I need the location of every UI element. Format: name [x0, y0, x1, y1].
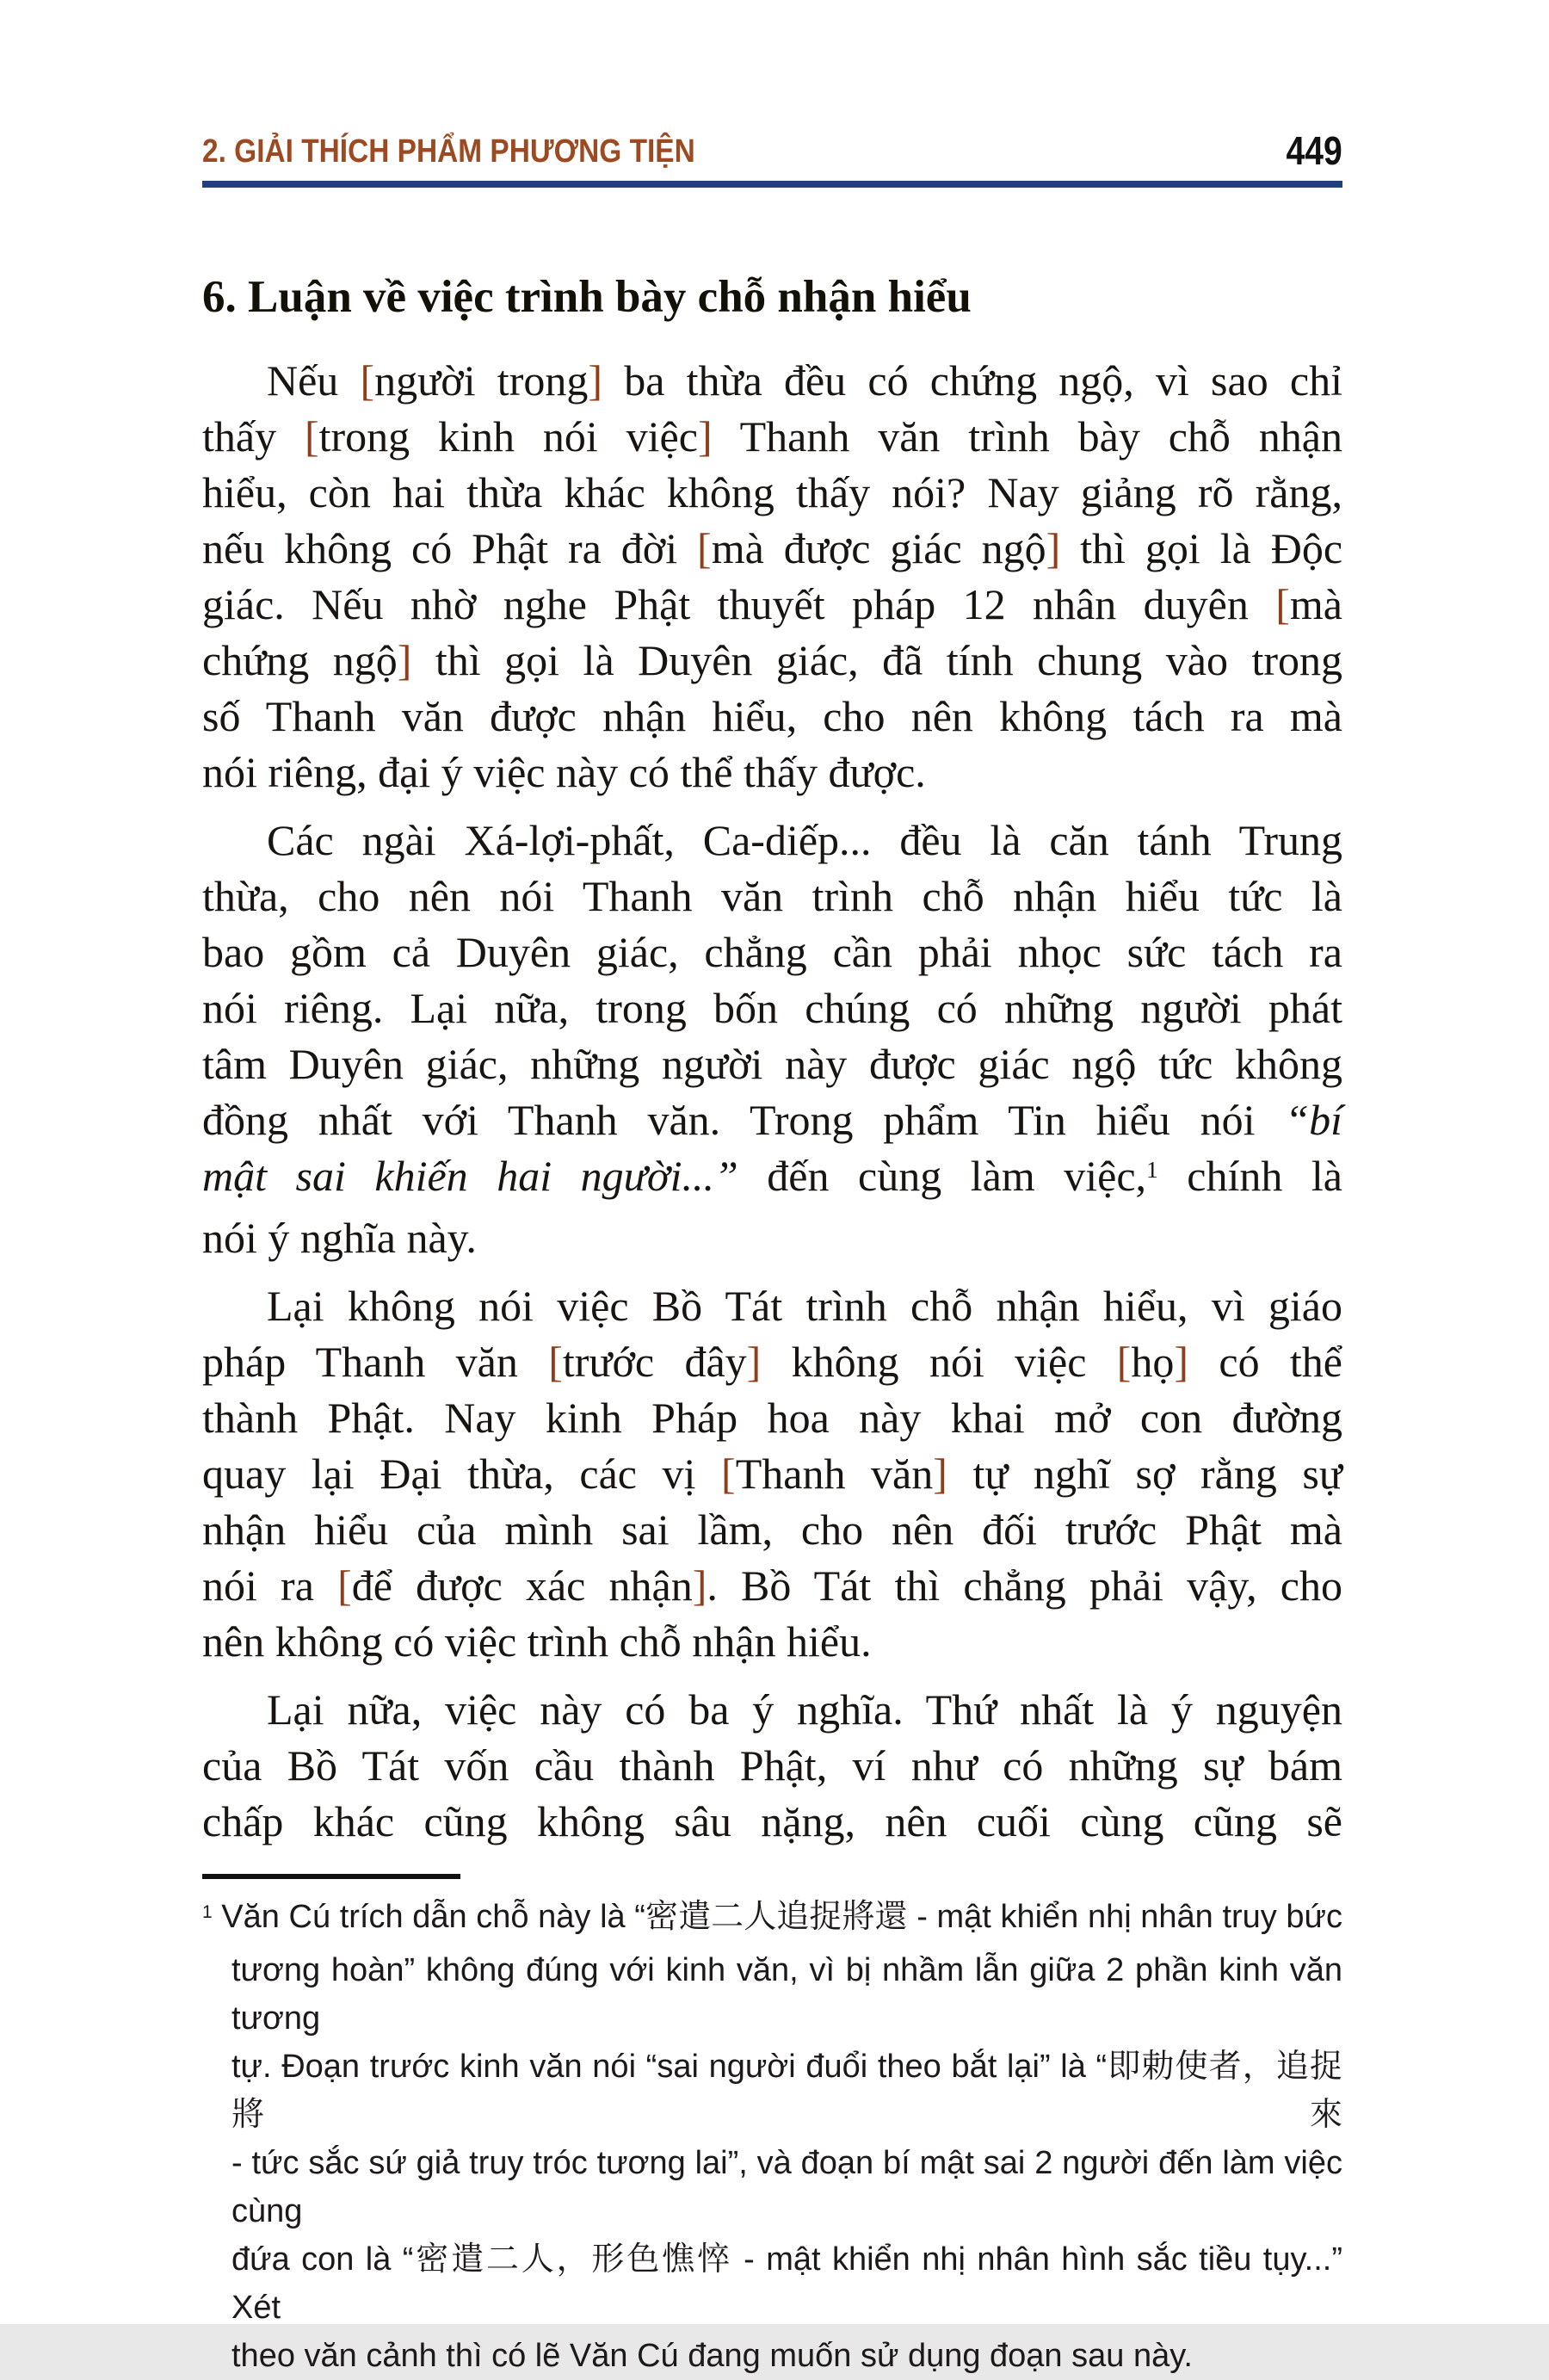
footnote-marker-sup: 1	[1146, 1155, 1158, 1183]
body-line: nói riêng. Lại nữa, trong bốn chúng có những người phát	[202, 984, 1342, 1032]
body-line: Nếu [người trong] ba thừa đều có chứng ngộ, vì sao chỉ	[267, 356, 1342, 405]
section-heading: 6. Luận về việc trình bày chỗ nhận hiểu	[202, 272, 972, 322]
bracket-mark: ]	[397, 636, 412, 684]
bracket-mark: [	[697, 524, 712, 572]
paragraph	[202, 353, 1342, 801]
bracket-mark: [	[360, 356, 375, 405]
body-line: quay lại Đại thừa, các vị [Thanh văn] tự nghĩ sợ rằng sự	[202, 1450, 1342, 1498]
paragraph	[202, 1682, 1342, 1850]
body-line: thừa, cho nên nói Thanh văn trình chỗ nhận hiểu tức là	[202, 872, 1342, 920]
body-line: thấy [trong kinh nói việc] Thanh văn trình bày chỗ nhận	[202, 412, 1342, 461]
bracket-mark: [	[1275, 580, 1290, 628]
bracket-mark: [	[721, 1450, 736, 1498]
bracket-mark: ]	[1046, 524, 1061, 572]
bracket-mark: ]	[692, 1561, 707, 1610]
body-line: nên không có việc trình chỗ nhận hiểu.	[202, 1617, 872, 1666]
body-line: nhận hiểu của mình sai lầm, cho nên đối trước Phật mà	[202, 1505, 1342, 1554]
body-line: chấp khác cũng không sâu nặng, nên cuối cùng cũng sẽ	[202, 1797, 1342, 1845]
body-line: chứng ngộ] thì gọi là Duyên giác, đã tính chung vào trong	[202, 636, 1342, 684]
bracket-mark: ]	[1174, 1338, 1189, 1386]
body-line: Lại nữa, việc này có ba ý nghĩa. Thứ nhất là ý nguyện	[267, 1685, 1342, 1734]
body-line: nói ra [để được xác nhận]. Bồ Tát thì chẳng phải vậy, cho	[202, 1561, 1342, 1610]
body-line: giác. Nếu nhờ nghe Phật thuyết pháp 12 nhân duyên [mà	[202, 580, 1342, 628]
paragraph	[202, 813, 1342, 1266]
bracket-mark: ]	[588, 356, 603, 405]
body-line: pháp Thanh văn [trước đây] không nói việc [họ] có thể	[202, 1338, 1343, 1386]
paragraph	[202, 1278, 1342, 1670]
bracket-mark: [	[304, 412, 319, 461]
body-text	[202, 353, 1342, 1850]
footnote-marker-sup: 1	[202, 1901, 213, 1922]
body-line: đồng nhất với Thanh văn. Trong phẩm Tin hiểu nói “bí	[202, 1096, 1342, 1144]
bracket-mark: [	[337, 1561, 352, 1610]
running-head	[202, 128, 1342, 173]
body-line: thành Phật. Nay kinh Pháp hoa này khai mở con đường	[202, 1394, 1342, 1442]
body-line: mật sai khiến hai người...” đến cùng làm việc,$^1$ chính là	[202, 1152, 1343, 1200]
footnote-separator	[202, 1874, 460, 1879]
page-number: 449	[1286, 128, 1342, 173]
bracket-mark: [	[548, 1338, 563, 1386]
bracket-mark: ]	[746, 1338, 762, 1386]
bracket-mark: ]	[933, 1450, 947, 1498]
body-line: hiểu, còn hai thừa khác không thấy nói? Nay giảng rõ rằng,	[202, 468, 1342, 516]
footnote	[202, 1893, 1342, 2380]
footnote-line: tương hoàn” không đúng với kinh văn, vì bị nhầm lẫn giữa 2 phần kinh văn tương	[231, 1952, 1342, 2037]
footnote-line: theo văn cảnh thì có lẽ Văn Cú đang muốn sử dụng đoạn sau này.	[231, 2338, 1193, 2374]
body-line: nói ý nghĩa này.	[202, 1214, 477, 1262]
bracket-mark: ]	[697, 412, 713, 461]
bracket-mark: [	[1116, 1338, 1132, 1386]
footnote-line: $^1$ Văn Cú trích dẫn chỗ này là “密遣二人追捉將還 - mật khiển nhị nhân truy bức	[202, 1899, 1342, 1935]
body-line: nói riêng, đại ý việc này có thể thấy được.	[202, 748, 926, 796]
body-line: tâm Duyên giác, những người này được giác ngộ tức không	[202, 1040, 1342, 1088]
footnote-line: đứa con là “密遣二人，形色憔悴 - mật khiển nhị nhân hình sắc tiều tụy...” Xét	[231, 2241, 1342, 2326]
body-line: số Thanh văn được nhận hiểu, cho nên không tách ra mà	[202, 692, 1342, 740]
head-rule	[202, 181, 1342, 188]
body-line: nếu không có Phật ra đời [mà được giác ngộ] thì gọi là Độc	[202, 524, 1343, 572]
running-head-title: 2. GIẢI THÍCH PHẨM PHƯƠNG TIỆN	[202, 133, 695, 170]
footnote-line: - tức sắc sứ giả truy tróc tương lai”, và đoạn bí mật sai 2 người đến làm việc cùng	[231, 2145, 1342, 2229]
body-line: Lại không nói việc Bồ Tát trình chỗ nhận hiểu, vì giáo	[267, 1282, 1342, 1330]
footnote-line: tự. Đoạn trước kinh văn nói “sai người đuổi theo bắt lại” là “即勅使者，追捉將來	[231, 2049, 1342, 2133]
body-line: bao gồm cả Duyên giác, chẳng cần phải nhọc sức tách ra	[202, 928, 1342, 976]
body-line: của Bồ Tát vốn cầu thành Phật, ví như có những sự bám	[202, 1741, 1342, 1790]
body-line: Các ngài Xá-lợi-phất, Ca-diếp... đều là căn tánh Trung	[267, 816, 1342, 864]
